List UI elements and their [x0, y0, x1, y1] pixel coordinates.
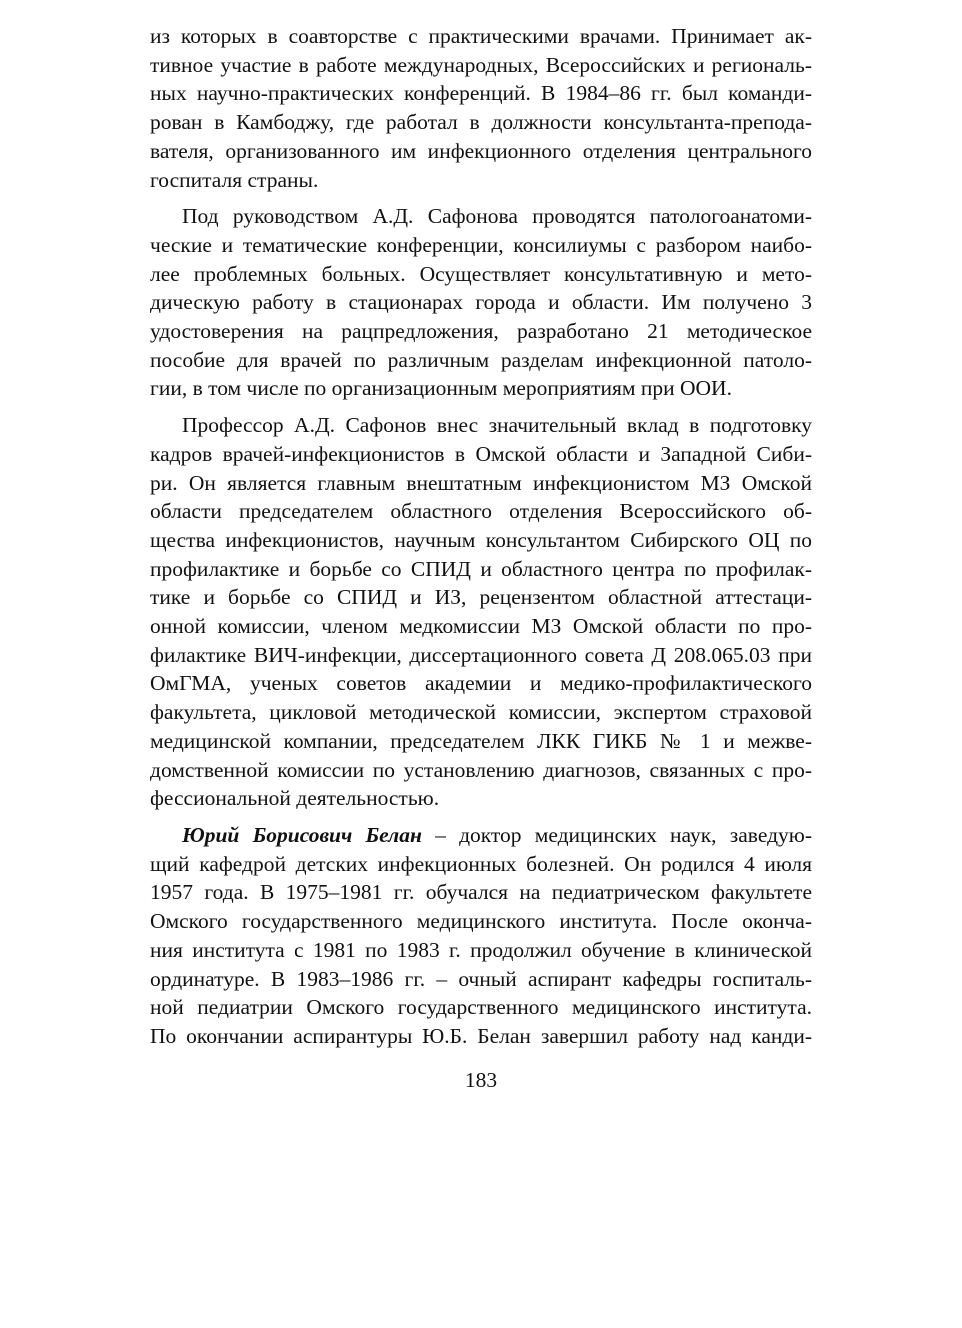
- paragraph-continuation: [150, 22, 812, 194]
- paragraph-safonov-leadership: [150, 202, 812, 403]
- text-line: [150, 821, 812, 850]
- text-line: ординатуре. В 1983–1986 гг. – очный аспирант кафедры госпиталь-: [150, 966, 812, 991]
- text-line: пособие для врачей по различным разделам инфекционной патоло-: [150, 347, 812, 372]
- text-line: вателя, организованного им инфекционного отделения центрального: [150, 138, 812, 163]
- text-line: ОмГМА, ученых советов академии и медико-профилактического: [150, 671, 812, 696]
- text-line: Омского государственного медицинского института. После оконча-: [150, 909, 812, 934]
- text-line: удостоверения на рацпредложения, разработано 21 методическое: [150, 319, 812, 344]
- text-line: ных научно-практических конференций. В 1984–86 гг. был команди-: [150, 81, 812, 106]
- text-line: кадров врачей-инфекционистов в Омской области и Западной Сиби-: [150, 441, 812, 466]
- text-line: онной комиссии, членом медкомиссии МЗ Омской области по про-: [150, 614, 812, 639]
- text-line: 1957 года. В 1975–1981 гг. обучался на педиатрическом факультете: [150, 880, 812, 905]
- text-line: ния института с 1981 по 1983 г. продолжил обучение в клинической: [150, 937, 812, 962]
- text-line: филактике ВИЧ-инфекции, диссертационного совета Д 208.065.03 при: [150, 642, 812, 667]
- text-line: рован в Камбоджу, где работал в должности консультанта-препода-: [150, 110, 812, 135]
- text-line: госпиталя страны.: [150, 167, 319, 192]
- text-fragment: – доктор медицинских наук, заведую-: [421, 822, 812, 847]
- text-line: домственной комиссии по установлению диагнозов, связанных с про-: [150, 757, 812, 782]
- text-line: лее проблемных больных. Осуществляет консультативную и мето-: [150, 261, 812, 286]
- text-line: щий кафедрой детских инфекционных болезней. Он родился 4 июля: [150, 851, 812, 876]
- text-line: дическую работу в стационарах города и области. Им получено 3: [150, 290, 812, 315]
- text-line: фессиональной деятельностью.: [150, 786, 440, 811]
- person-name: Юрий Борисович Белан: [182, 822, 422, 847]
- text-line: области председателем областного отделения Всероссийского об-: [150, 499, 812, 524]
- text-line: Под руководством А.Д. Сафонова проводятся патологоанатоми-: [182, 204, 812, 229]
- text-line: тивное участие в работе международных, Всероссийских и региональ-: [150, 52, 812, 77]
- text-line: По окончании аспирантуры Ю.Б. Белан завершил работу над канди-: [150, 1023, 812, 1048]
- text-line: медицинской компании, председателем ЛКК ГИКБ № 1 и межве-: [150, 728, 812, 753]
- text-line: гии, в том числе по организационным мероприятиям при ООИ.: [150, 376, 732, 401]
- text-line: Профессор А.Д. Сафонов внес значительный вклад в подготовку: [182, 413, 812, 438]
- page-body: [150, 22, 812, 1051]
- text-line: профилактике и борьбе со СПИД и областного центра по профилак-: [150, 556, 812, 581]
- text-line: ной педиатрии Омского государственного медицинского института.: [150, 995, 812, 1020]
- text-line: факультета, цикловой методической комиссии, экспертом страховой: [150, 700, 812, 725]
- paragraph-belan-bio: [150, 821, 812, 1051]
- page-number: 183: [464, 1068, 498, 1092]
- paragraph-safonov-contribution: [150, 411, 812, 813]
- text-line: щества инфекционистов, научным консультантом Сибирского ОЦ по: [150, 527, 812, 552]
- text-line: ри. Он является главным внештатным инфекционистом МЗ Омской: [150, 470, 812, 495]
- text-line: тике и борьбе со СПИД и ИЗ, рецензентом областной аттестаци-: [150, 585, 812, 610]
- text-line: из которых в соавторстве с практическими врачами. Принимает ак-: [150, 24, 812, 48]
- text-line: ческие и тематические конференции, консилиумы с разбором наибо-: [150, 232, 812, 257]
